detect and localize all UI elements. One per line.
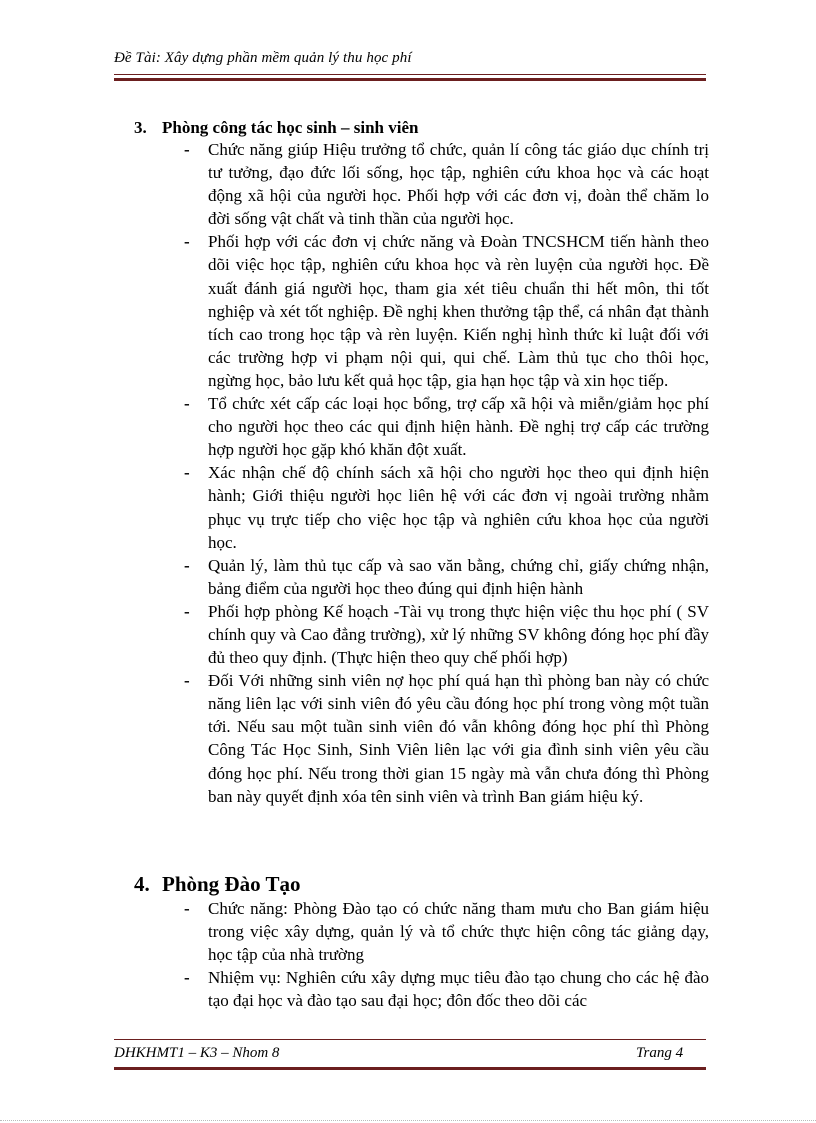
dash-bullet: - xyxy=(184,232,190,252)
footer-group-label: DHKHMT1 – K3 – Nhom 8 xyxy=(114,1045,280,1061)
page-number: Trang 4 xyxy=(636,1045,684,1061)
dash-bullet: - xyxy=(184,899,190,918)
list-item-text: Phối hợp với các đơn vị chức năng và Đoàn TNCSHCM tiến hành theo dõi việc học tập, nghiên cứu khoa học và rèn luyện của người học. Đề xuất đánh giá người học, tham gia xét tiêu chuẩn thi hết môn, thi tốt nghiệp và xét tốt nghiệp. Đề nghị khen thưởng tập thể, cá nhân đạt thành tích cao trong học tập và rèn luyện. Kiến nghị hình thức kỉ luật đối với các trường hợp vi phạm nội qui, qui chế. Làm thủ tục cho thôi học, ngừng học, bảo lưu kết quả học tập, gia hạn học tập và xin học tiếp. xyxy=(208,232,709,390)
list-item-text: Xác nhận chế độ chính sách xã hội cho người học theo qui định hiện hành; Giới thiệu người học liên hệ với các đơn vị ngoài trường nhằm phục vụ trực tiếp cho việc học tập và nghiên cứu khoa học của người học. xyxy=(208,463,709,552)
section-4 xyxy=(134,872,709,1012)
dash-bullet: - xyxy=(184,555,190,575)
list-item xyxy=(134,897,709,966)
section-4-number: 4. xyxy=(134,872,150,896)
list-item-text: Chức năng: Phòng Đào tạo có chức năng tham mưu cho Ban giám hiệu trong việc xây dựng, quản lý và tổ chức thực hiện công tác giảng dạy, học tập của nhà trường xyxy=(208,899,709,965)
dash-bullet: - xyxy=(184,601,190,621)
dash-bullet: - xyxy=(184,140,190,159)
list-item xyxy=(134,600,709,669)
list-item-text: Đối Với những sinh viên nợ học phí quá hạn thì phòng ban này có chức năng liên lạc với sinh viên đó yêu cầu đóng học phí trong vòng một tuần tới. Nếu sau một tuần sinh viên đó vẫn không đóng học phí thì Phòng Công Tác Học Sinh, Sinh Viên liên lạc với gia đình sinh viên yêu cầu đóng học phí. Nếu trong thời gian 15 ngày mà vẫn chưa đóng thì Phòng ban này quyết định xóa tên sinh viên và trình Ban giám hiệu ký. xyxy=(208,671,709,806)
list-item-text: Quản lý, làm thủ tục cấp và sao văn bằng, chứng chỉ, giấy chứng nhận, bảng điểm của người học theo đúng qui định hiện hành xyxy=(208,555,709,598)
page-edge-divider xyxy=(0,1120,816,1121)
header-rule xyxy=(114,74,706,75)
list-item xyxy=(134,966,709,1012)
section-4-title: Phòng Đào Tạo xyxy=(162,872,301,896)
section-3-title: Phòng công tác học sinh – sinh viên xyxy=(162,118,419,137)
dash-bullet: - xyxy=(184,968,190,988)
list-item-text: Nhiệm vụ: Nghiên cứu xây dựng mục tiêu đào tạo chung cho các hệ đào tạo đại học và đào tạo sau đại học; đôn đốc theo dõi các xyxy=(208,968,709,1011)
dash-bullet: - xyxy=(184,671,190,691)
list-item xyxy=(134,138,709,230)
section-3-heading xyxy=(134,118,709,138)
footer-rule xyxy=(114,1039,706,1040)
section-3-number: 3. xyxy=(134,118,147,137)
section-3-list xyxy=(134,138,709,808)
list-item xyxy=(134,669,709,808)
list-item xyxy=(134,461,709,553)
list-item xyxy=(134,230,709,392)
section-4-heading xyxy=(134,872,709,897)
section-4-list xyxy=(134,897,709,1012)
header-rule-thick xyxy=(114,78,706,81)
list-item-text: Chức năng giúp Hiệu trưởng tổ chức, quản lí công tác giáo dục chính trị tư tưởng, đạo đức lối sống, học tập, nghiên cứu khoa học và các hoạt động xã hội của người học. Phối hợp với các đơn vị, đoàn thể chăm lo đời sống vật chất và tinh thần của người học. xyxy=(208,140,709,229)
dash-bullet: - xyxy=(184,463,190,483)
header-title: Đề Tài: Xây dựng phần mềm quản lý thu học phí xyxy=(114,50,412,66)
section-3 xyxy=(134,118,709,808)
list-item-text: Phối hợp phòng Kế hoạch -Tài vụ trong thực hiện việc thu học phí ( SV chính quy và Cao đẳng trường), xử lý những SV không đóng học phí đầy đủ theo quy định. (Thực hiện theo quy chế phối hợp) xyxy=(208,601,709,668)
list-item xyxy=(134,392,709,461)
list-item-text: Tổ chức xét cấp các loại học bổng, trợ cấp xã hội và miễn/giảm học phí cho người học theo các qui định hiện hành. Đề nghị trợ cấp các trường hợp người học gặp khó khăn đột xuất. xyxy=(208,394,709,460)
list-item xyxy=(134,554,709,600)
footer-rule-thick xyxy=(114,1067,706,1070)
dash-bullet: - xyxy=(184,394,190,414)
